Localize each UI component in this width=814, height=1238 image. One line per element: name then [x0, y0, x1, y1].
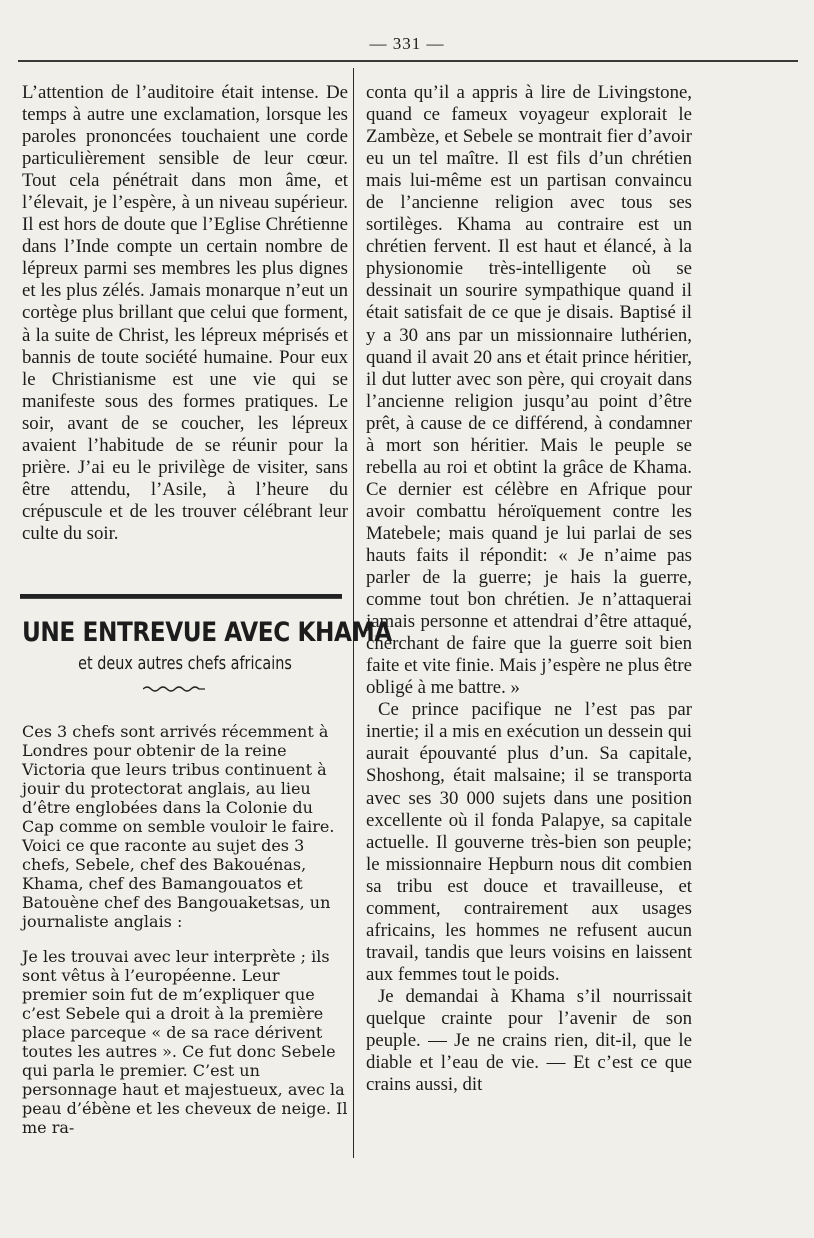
right-paragraph-1: conta qu’il a appris à lire de Livingstone, quand ce fameux voyageur explorait le Zambèze, et Sebele se montrait fier d’avoir eu un tel maître. Il est fils d’un chrétien mais lui-même est un partisan convaincu de l’ancienne religion avec tous ses sortilèges. Khama au contraire est un chrétien fervent. Il est haut et élancé, à la physionomie très-intelligente où se dessinait un sourire sympathique quand il était satisfait de ce que je disais. Baptisé il y a 30 ans par un missionnaire luthérien, quand il avait 20 ans et était prince héritier, il dut lutter avec son père, qui croyait dans l’ancienne religion jusqu’au point d’être prêt, à cause de ce différend, à condamner à mort son héritier. Mais le peuple se rebella au roi et obtint la grâce de Khama. Ce dernier est célèbre en Afrique pour avoir combattu héroïquement contre les Matebele; mais quand je lui parlai de ses hauts faits il répondit: « Je n’aime pas parler de la guerre; je hais la guerre, comme tout bon chrétien. Je n’attaquerai jamais personne et attendrai d’être attaqué, cherchant de faire que la guerre soit bien faite et vite finie. Mais j’espère ne plus être obligé à me battre. »	[366, 82, 692, 699]
column-divider	[353, 68, 354, 1158]
article-body-left	[22, 706, 348, 1153]
article-subtitle: et deux autres chefs africains	[78, 653, 292, 674]
article-title: UNE ENTREVUE AVEC KHAMA	[22, 617, 392, 648]
header-rule	[18, 60, 798, 62]
left-column	[22, 82, 348, 545]
section-divider	[20, 594, 342, 599]
ornament-divider	[143, 683, 205, 693]
article-paragraph-2: Je les trouvai avec leur interprète ; ils sont vêtus à l’européenne. Leur premier soin fut de m’expliquer que c’est Sebele qui a droit à la première place parceque « de sa race dérivent toutes les autres ». Ce fut donc Sebele qui parla le premier. C’est un personnage haut et majestueux, avec la peau d’ébène et les cheveux de neige. Il me ra-	[22, 947, 348, 1137]
left-paragraph-1: L’attention de l’auditoire était intense. De temps à autre une exclamation, lorsque les paroles prononcées touchaient une corde particulièrement sensible de leur cœur. Tout cela pénétrait dans mon âme, et l’élevait, je l’espère, à un niveau supérieur. Il est hors de doute que l’Eglise Chrétienne dans l’Inde compte un certain nombre de lépreux parmi ses membres les plus dignes et les plus zélés. Jamais monarque n’eut un cortège plus brillant que celui que forment, à la suite de Christ, les lépreux méprisés et bannis de toute société humaine. Pour eux le Christianisme est une vie qui se manifeste sous des formes pratiques. Le soir, avant de se coucher, les lépreux avaient l’habitude de se réunir pour la prière. J’ai eu le privilège de visiter, sans être attendu, l’Asile, à l’heure du crépuscule et de les trouver célébrant leur culte du soir.	[22, 82, 348, 544]
right-paragraph-2: Ce prince pacifique ne l’est pas par inertie; il a mis en exécution un dessein qui aurait épouvanté plus d’un. Sa capitale, Shoshong, était malsaine; il se transporta avec ses 30 000 sujets dans une position excellente où il fonda Palapye, sa capitale actuelle. Il gouverne très-bien son peuple; le missionnaire Hepburn nous dit combien sa tribu est douce et travailleuse, et comment, contrairement aux usages africains, les hommes ne refusent aucun travail, tandis que leurs voisins en laissent aux femmes tout le poids.	[366, 699, 692, 985]
article-paragraph-1: Ces 3 chefs sont arrivés récemment à Londres pour obtenir de la reine Victoria que leurs tribus continuent à jouir du protectorat anglais, au lieu d’être englobées dans la Colonie du Cap comme on semble vouloir le faire. Voici ce que raconte au sujet des 3 chefs, Sebele, chef des Bakouénas, Khama, chef des Bamangouatos et Batouène chef des Bangouaketsas, un journaliste anglais :	[22, 722, 335, 931]
right-column	[366, 82, 692, 1096]
right-paragraph-3: Je demandai à Khama s’il nourrissait quelque crainte pour l’avenir de son peuple. — Je ne crains rien, dit-il, que le diable et l’eau de vie. — Et c’est ce que crains aussi, dit	[366, 985, 692, 1096]
page-number: — 331 —	[369, 34, 445, 53]
